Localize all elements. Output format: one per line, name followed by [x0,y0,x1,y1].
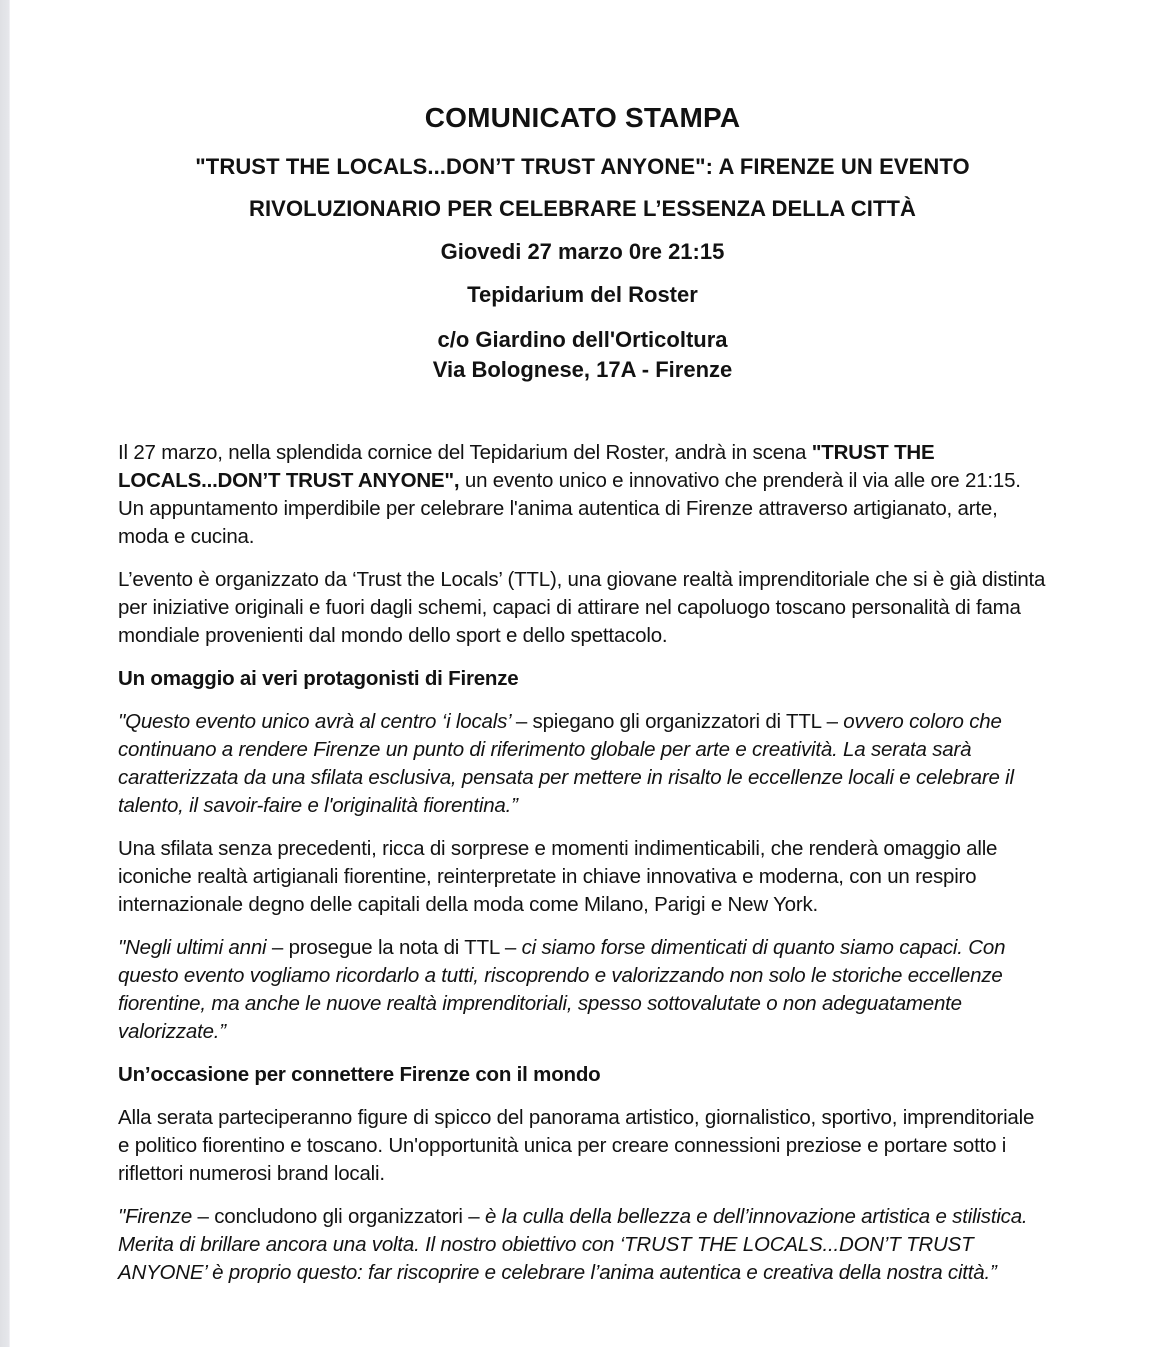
event-venue-name: Tepidarium del Roster [467,282,698,307]
quote1-attribution: – spiegano gli organizzatori di TTL – [515,710,844,733]
headline-line-1: "TRUST THE LOCALS...DON’T TRUST ANYONE": A FIRENZE UN EVENTO [195,154,970,179]
event-datetime: Giovedi 27 marzo 0re 21:15 [440,239,725,264]
quote-organizers-2 [118,934,1047,1046]
quote1-italic-start: "Questo evento unico avrà al centro ‘i locals’ [118,710,516,733]
paragraph-partecipanti: Alla serata parteciperanno figure di spicco del panorama artistico, giornalistico, sportivo, imprenditoriale e politico fiorentino e toscano. Un'opportunità unica per creare connessioni preziose e portare sotto i riflettori numerosi brand locali. [118,1106,1035,1185]
section-heading-omaggio: Un omaggio ai veri protagonisti di Firenze [118,667,519,690]
quote2-italic-start: "Negli ultimi anni [118,936,272,959]
quote3-italic-end: è la culla della bellezza e dell’innovazione artistica e stilistica. Merita di brillare ancora una volta. Il nostro obiettivo con ‘TRUST THE LOCALS...DON’T TRUST ANYONE’ è proprio questo: far riscoprire e celebrare l’anima autentica e creativa della nostra città.” [118,1205,1028,1284]
viewer-left-edge [0,0,10,1347]
intro-text-before: Il 27 marzo, nella splendida cornice del Tepidarium del Roster, andrà in scena [118,441,812,464]
quote2-italic-end: ci siamo forse dimenticati di quanto siamo capaci. Con questo evento vogliamo ricordarlo a tutti, riscoprendo e valorizzando non solo le storiche eccellenze fiorentine, ma anche le nuove realtà imprenditoriali, spesso sottovalutate o non adeguatamente valorizzate.” [118,936,1006,1043]
section-heading-occasione: Un’occasione per connettere Firenze con il mondo [118,1063,601,1086]
document-body [118,439,1047,1287]
event-venue-co: c/o Giardino dell'Orticoltura [437,327,728,352]
event-location-block [118,325,1047,385]
intro-text-after: un evento unico e innovativo che prenderà il via alle ore 21:15. Un appuntamento imperdibile per celebrare l'anima autentica di Firenze attraverso artigianato, arte, moda e cucina. [118,469,1021,548]
page-title: COMUNICATO STAMPA [424,102,741,133]
quote-organizers-3 [118,1203,1047,1287]
quote3-italic-start: "Firenze [118,1205,198,1228]
event-name-bold: "TRUST THE LOCALS...DON’T TRUST ANYONE", [118,441,935,492]
quote2-attribution: – prosegue la nota di TTL – [271,936,522,959]
quote-organizers-1 [118,708,1047,820]
event-address: Via Bolognese, 17A - Firenze [432,357,733,382]
quote3-attribution: – concludono gli organizzatori – [197,1205,485,1228]
document-header [118,102,1047,385]
paragraph-intro [118,439,1047,551]
paragraph-organizer: L’evento è organizzato da ‘Trust the Locals’ (TTL), una giovane realtà imprenditoriale che si è già distinta per iniziative originali e fuori dagli schemi, capaci di attirare nel capoluogo toscano personalità di fama mondiale provenienti dal mondo dello sport e dello spettacolo. [118,568,1046,647]
paragraph-sfilata: Una sfilata senza precedenti, ricca di sorprese e momenti indimenticabili, che renderà omaggio alle iconiche realtà artigianali fiorentine, reinterpretate in chiave innovativa e moderna, con un respiro internazionale degno delle capitali della moda come Milano, Parigi e New York. [118,837,998,916]
quote1-italic-end: ovvero coloro che continuano a rendere Firenze un punto di riferimento globale per arte e creatività. La serata sarà caratterizzata da una sfilata esclusiva, pensata per mettere in risalto le eccellenze locali e celebrare il talento, il savoir-faire e l'originalità fiorentina.” [118,710,1014,817]
headline-line-2: RIVOLUZIONARIO PER CELEBRARE L’ESSENZA DELLA CITTÀ [248,196,917,221]
